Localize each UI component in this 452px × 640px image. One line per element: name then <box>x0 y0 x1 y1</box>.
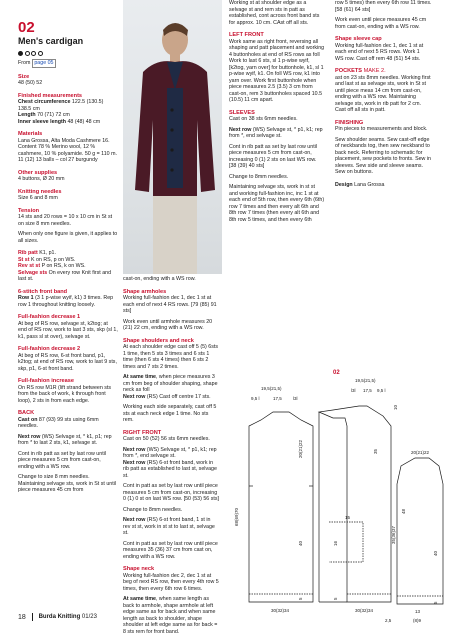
sleeves-text-2: Next row (WS) Selvage st, * p1, k1; rep from *, end selvage st. <box>229 126 323 139</box>
label-front-shoulder-r: 9,5 l <box>377 388 386 393</box>
shape-armholes-text-2: Work even until armhole measures 20 (21) 22 cm, ending with a WS row. <box>123 318 213 331</box>
label-back-shoulder-m: 17,5 <box>273 396 282 401</box>
back-piece <box>249 412 313 602</box>
diagram-number: 02 <box>333 370 340 376</box>
pattern-number: 02 <box>18 19 35 36</box>
label-front-shoulder-m: 17,5 <box>363 388 372 393</box>
shape-neck-text-2: At same time, when same length as back to armhole, shape armhole at left edge same as for back and when same length as back to shoulder, shape shoulder at left edge same as for back = 8 sts rem for front band. <box>123 596 218 635</box>
front-piece <box>319 406 391 602</box>
sleeves-text-3: Cont in rib patt as set by last row until piece measures 5 cm from cast-on, increasing 0 (1) 2 sts on last WS row. [38 (39) 40 sts] <box>229 143 318 169</box>
sleeve-cap-text: Working full-fashion dec 1, dec 1 st at each end of next 5 RS rows. Work 1 WS row. Cast off rem 48 (51) 54 sts. <box>335 42 424 62</box>
label-front-shoulder-v: 10 <box>393 404 398 410</box>
stitch-definitions: Rib patt K1, p1. St st K on RS, p on WS. Rev st st P on RS, k on WS. Selvage sts On every row Knit first and last st. <box>18 250 112 282</box>
finishing-text: Pin pieces to measurements and block. <box>335 126 428 132</box>
footer-publication: Burda Knitting 01/23 <box>38 614 97 620</box>
label-front-neck: l3l <box>351 388 356 393</box>
size-value: 48 (50) 52 <box>18 80 43 86</box>
label-front-neck-depth: 35 <box>373 448 378 454</box>
footer-divider <box>32 613 33 621</box>
ff-dec2-text: At beg of RS row, 6-st front band, p1, k2tog; at end of RS row, work to last 9 sts, skp, p1, 6-st front band. <box>18 352 117 372</box>
label-front-rib: 5 <box>333 597 338 600</box>
col3-intro: Working st at shoulder edge as a selvage st and rem sts in patt as established, cont across front band sts for approx. 10 cm. CAst off all sts. <box>229 0 320 26</box>
back-text-3: Cont in rib patt as set by last row until piece measures 5 cm from cast-on, ending with a WS row. <box>18 450 107 470</box>
from-label: From <box>18 60 31 66</box>
section-sleeve-cap-heading: Shape sleeve cap <box>335 36 382 42</box>
label-back-side: 40 <box>298 540 303 546</box>
sleeves-text-4: Change to 8mm needles. <box>229 173 289 180</box>
right-front-text-2: Next row (WS) Selvage st, * p1, k1; rep from *, end selvage st. Next row (RS) 6-st front band, work in rib patt as established to last st, selvage st. <box>123 446 217 479</box>
label-front-band: 2,5 <box>385 618 392 623</box>
back-text-2: Next row (WS) Selvage st, * k1, p1; rep from * to last 2 sts, k1, selvage st. <box>18 433 112 446</box>
section-sleeves-heading: SLEEVES <box>229 109 255 116</box>
right-front-text-6: Cont in patt as set by last row until piece measures 35 (36) 37 cm from cast on, ending with a WS row. <box>123 540 218 560</box>
section-finishing-heading: FINISHING <box>335 119 364 126</box>
column-3 <box>229 0 325 227</box>
column-4 <box>335 0 433 192</box>
label-back-height: 68(69)70 <box>234 507 239 526</box>
back-text: Cast on 87 (93) 99 sts using 6mm needles. <box>18 416 99 429</box>
section-supplies-heading: Other supplies <box>18 169 58 176</box>
needles-text: Size 6 and 8 mm <box>18 195 58 201</box>
shape-shoulders-text-3: Working each side separately, cast off 5 sts at each neck edge 1 time. No sts rem. <box>123 404 217 423</box>
section-size-heading: Size <box>18 73 30 80</box>
right-front-text-5: Next row (RS) 6-st front band, 1 st in rev st st, work in st st to last st, selvage st. <box>123 517 215 536</box>
front-band-text: Row 1 (3 1 p-wise wyif, k1) 3 times. Rep row 1 throughout knitting loosely. <box>18 295 114 308</box>
sleeve-piece <box>397 458 443 604</box>
tension-note: When only one figure is given, it applies to all sizes. <box>18 231 118 244</box>
difficulty-dot-filled <box>18 51 23 56</box>
label-back-armhole: 20(21)22 <box>298 439 303 458</box>
label-back-top: 19,5(21,5) <box>261 386 282 391</box>
section-front-band-heading: 6-stitch front band <box>18 288 68 295</box>
section-left-front-heading: LEFT FRONT <box>229 32 264 38</box>
shape-neck-text: Working full-fashion dec 2, dec 1 st at beg of next RS row, then every 4th row 5 times, then every 6th row 6 times. <box>123 572 219 592</box>
design-credit: Design Lana Grossa <box>335 181 385 188</box>
label-front-top: 19,5(21,5) <box>355 378 376 383</box>
materials-text: Lana Grossa, Alta Moda Cashmere 16. Content 78 % Merino wool, 12 % cashmere, 10 % polyamide. 50 g = 110 m. 11 (12) 13 balls – col 27 burgundy <box>18 137 117 163</box>
label-front-pocket-h: 16 <box>333 540 338 546</box>
section-needles-heading: Knitting needles <box>18 188 62 195</box>
difficulty-dot-empty <box>31 51 36 56</box>
section-back-heading: BACK <box>18 410 35 416</box>
schematic-diagram <box>229 366 448 626</box>
column-2 <box>123 276 219 639</box>
shape-shoulders-text-2: At same time, when piece measures 3 cm from beg of shoulder shaping, shape neck as foll Next row (RS) Cast off centre 17 sts. <box>123 374 218 400</box>
model-photo <box>123 0 222 274</box>
right-front-text: Cast on 50 (52) 56 sts 6mm needles. <box>123 436 210 442</box>
sleeves-text-5: Maintaining selvage sts, work in st st and working full-fashion inc, inc 1 st at each end of 5th row, then every 6th (6th) row 7 times and then every alt 6th and 8th row 7 times (then every alt 6th and 8th row 5 times, and then every 6th <box>229 184 325 223</box>
page-footer <box>18 613 97 621</box>
sleeves-text: Cast on 38 sts 6mm needles. <box>229 116 298 122</box>
label-front-side: 35(36)37 <box>391 525 396 544</box>
finished-measurements: Chest circumference 122.5 (130.5) 138.5 cm Length 70 (71) 72 cm Inner sleeve length 48 (48) 48 cm <box>18 99 104 125</box>
difficulty-rating <box>18 51 118 56</box>
page-number: 18 <box>18 613 26 621</box>
page-link[interactable]: page 05 <box>34 60 54 66</box>
right-front-text-3: Cont in patt as set by last row until piece measures 5 cm from cast-on, increasing 0 (1) 0 st on last WS row. [50 (53) 56 sts] <box>123 483 219 502</box>
from-reference <box>18 59 118 68</box>
section-tension-heading: Tension <box>18 207 40 214</box>
ff-inc-text: On RS row M1R (lift strand between sts from the back of work, k through front loop), 2 sts in from each edge. <box>18 384 112 404</box>
section-materials-heading: Materials <box>18 131 43 137</box>
difficulty-dot-empty <box>38 51 43 56</box>
label-sleeve-top: 20(21)22 <box>411 450 430 455</box>
label-back-shoulder-l: 9,5 l <box>251 396 260 401</box>
label-front-pocket-w: 15 <box>345 515 351 520</box>
label-front-width: 30(32)34 <box>355 608 374 613</box>
label-sleeve-cuff-w: 13 <box>415 609 421 614</box>
label-sleeve-cuff-h: 5 <box>433 601 438 604</box>
pattern-title: Men's cardigan <box>18 36 84 46</box>
supplies-text: 4 buttons, Ø 20 mm <box>18 176 65 182</box>
ff-dec1-text: At beg of RS row, selvage st, k2tog; at end of RS row, work to last 3 sts, skp (sl 1, k1, pass sl st over), selvage st. <box>18 320 118 340</box>
section-finished-measurements-heading: Finished measurements <box>18 92 83 99</box>
section-shape-shoulders-heading: Shape shoulders and neck <box>123 337 194 344</box>
back-text-4: Change to size 8 mm needles. Maintaining selvage sts, work in St st until piece measures 45 cm from <box>18 474 117 493</box>
label-back-neck: l3l <box>293 396 298 401</box>
pockets-text: ast on 23 sts 8mm needles. Working first and last st as selvage sts, work in St st until piece meas 14 cm from cast-on, ending with a WS row. Maintaining selvage sts, work in rib patt for 2 cm. Cast off all sts in patt. <box>335 74 431 113</box>
label-back-width: 30(32)34 <box>271 608 290 613</box>
section-pockets-heading: POCKETS MAKE 2. <box>335 68 386 74</box>
label-back-rib: 5 <box>298 597 303 600</box>
tension-text: 14 sts and 20 rows = 10 x 10 cm in St st on size 8 mm needles. <box>18 214 113 227</box>
col4-intro-2: Work even until piece measures 45 cm from cast-on, ending with a WS row. <box>335 17 427 30</box>
col2-intro: cast-on, ending with a WS row. <box>123 276 196 282</box>
section-ff-inc-heading: Full-fashion increase <box>18 378 74 384</box>
section-ff-dec2-heading: Full-fashion decrease 2 <box>18 346 81 352</box>
right-front-text-4: Change to 8mm needles. <box>123 506 183 513</box>
difficulty-dot-empty <box>25 51 30 56</box>
model-illustration <box>123 0 222 274</box>
finishing-text-2: Sew shoulder seams. Sew cast-off edge of neckbands tog, then sew neckband to back neck. Referring to schematic for placement, sew pockets to fronts. Sew in sleeves. Sew side and sleeve seams. Sew on buttons. <box>335 136 431 175</box>
section-ff-dec1-heading: Full-fashion decrease 1 <box>18 314 81 320</box>
label-sleeve-len: 40 <box>433 550 438 556</box>
schematic-svg <box>229 366 448 626</box>
shape-armholes-text: Working full-fashion dec 1, dec 1 st at each end of next 4 RS rows. [79 (85) 91 sts] <box>123 295 217 314</box>
section-right-front-heading: RIGHT FRONT <box>123 429 162 436</box>
section-shape-neck-heading: Shape neck <box>123 566 155 572</box>
column-1 <box>18 20 118 498</box>
col4-intro: row 5 times) then every 6th row 11 times. [58 (61) 64 sts] <box>335 0 432 13</box>
shape-shoulders-text: At each shoulder edge cast off 5 (5) 6sts 1 time, then 5 sts 3 times and 6 sts 1 time (then 6 sts 4 times) then 6 sts 2 times and 7 sts 2 times. <box>123 344 219 370</box>
label-sleeve-cap: 48 <box>401 508 406 514</box>
label-sleeve-cuff-w2: (8)9 <box>413 618 422 623</box>
section-shape-armholes-heading: Shape armholes <box>123 288 167 295</box>
left-front-text: Work same as right front, reversing all shaping and patt placement and working 4 buttonholes at end of RS rows as foll Work to last 6 sts, sl 1 p-wise wyif, [k2tog, yarn over] for buttonhole, k1, sl 1 p-wise wyif, k1. On foll WS row, k1 into yarn over. Work first buttonhole when piece measures 2.5 (3.5) 3 cm from cast-on, rem 3 buttonholes spaced 10.5 (10.5) 11 cm apart. <box>229 38 325 103</box>
